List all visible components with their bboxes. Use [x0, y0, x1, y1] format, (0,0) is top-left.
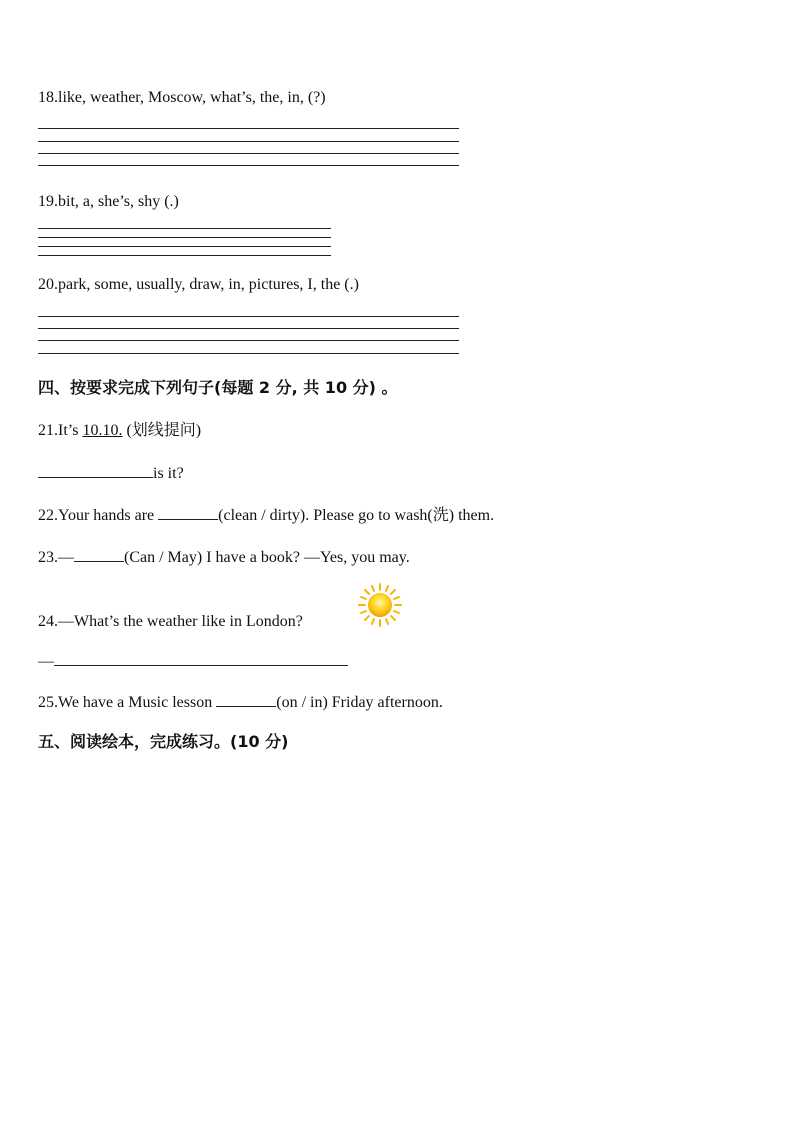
- question-25: [38, 691, 443, 713]
- question-21-answer: [38, 462, 184, 484]
- question-number: 19.: [38, 193, 58, 210]
- dialogue-dash: —: [58, 549, 74, 566]
- question-number: 18.: [38, 89, 58, 106]
- question-text-after: (Can / May) I have a book? —Yes, you may.: [124, 549, 410, 566]
- section-4-heading: 四、按要求完成下列句子(每题 2 分, 共 10 分) 。: [38, 378, 398, 397]
- question-text-before: Your hands are: [58, 507, 159, 524]
- question-text: —What’s the weather like in London?: [58, 613, 303, 630]
- answer-line: [38, 228, 331, 229]
- question-hint: (划线提问): [122, 422, 202, 439]
- answer-line: [38, 128, 459, 129]
- answer-line: [38, 328, 459, 329]
- question-number: 25.: [38, 694, 58, 711]
- underlined-answer: 10.10.: [82, 422, 123, 439]
- question-number: 22.: [38, 507, 58, 524]
- question-20: [38, 275, 359, 295]
- answer-blank[interactable]: [158, 504, 218, 520]
- answer-line: [38, 237, 331, 238]
- sun-icon: [357, 582, 403, 628]
- question-prefix: It’s: [58, 422, 83, 439]
- question-text: park, some, usually, draw, in, pictures, I, the (.): [58, 276, 359, 293]
- question-number: 21.: [38, 422, 58, 439]
- question-text-before: We have a Music lesson: [58, 694, 217, 711]
- answer-line: [38, 165, 459, 166]
- dialogue-dash: —: [38, 653, 54, 670]
- question-number: 20.: [38, 276, 58, 293]
- question-22: [38, 504, 494, 526]
- question-number: 23.: [38, 549, 58, 566]
- answer-blank[interactable]: [54, 650, 348, 666]
- question-24: [38, 612, 303, 632]
- question-text-after: (on / in) Friday afternoon.: [276, 694, 443, 711]
- question-text: like, weather, Moscow, what’s, the, in, (?): [58, 89, 326, 106]
- answer-line: [38, 246, 331, 247]
- question-21: [38, 421, 201, 441]
- question-18: [38, 88, 326, 108]
- question-number: 24.: [38, 613, 58, 630]
- answer-line: [38, 153, 459, 154]
- answer-blank[interactable]: [216, 691, 276, 707]
- answer-line: [38, 340, 459, 341]
- answer-line: [38, 141, 459, 142]
- question-24-answer: [38, 650, 348, 672]
- answer-suffix: is it?: [153, 465, 184, 482]
- answer-line: [38, 255, 331, 256]
- question-text: bit, a, she’s, shy (.): [58, 193, 179, 210]
- question-23: [38, 546, 410, 568]
- answer-blank[interactable]: [74, 546, 124, 562]
- answer-line: [38, 353, 459, 354]
- question-text-after: (clean / dirty). Please go to wash(洗) them.: [218, 507, 495, 524]
- question-19: [38, 192, 179, 212]
- section-5-heading: 五、阅读绘本，完成练习。(10 分): [38, 732, 289, 751]
- answer-line: [38, 316, 459, 317]
- answer-blank[interactable]: [38, 462, 153, 478]
